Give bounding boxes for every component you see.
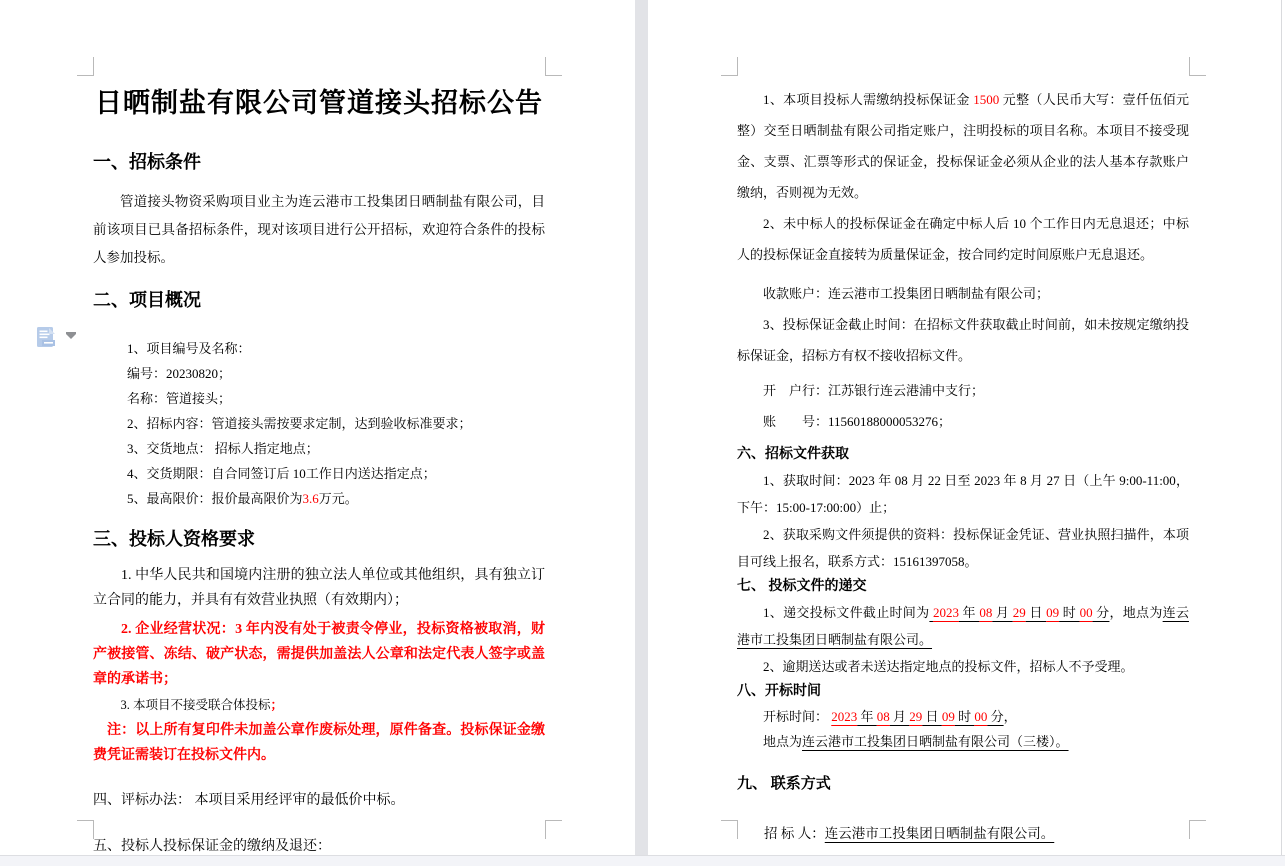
window-edge-line — [1281, 0, 1282, 855]
obtain-materials-paragraph: 2、获取采购文件须提供的资料：投标保证金凭证、营业执照扫描件，本项目可线上报名，联系方式：15161397058。 — [737, 527, 1189, 569]
list-item-price — [127, 486, 545, 511]
margin-mark-top-left — [77, 57, 94, 76]
note-paragraph: 注：以上所有复印件未加盖公章作废标处理，原件备查。投标保证金缴费凭证需装订在投标文件内。 — [93, 723, 545, 763]
paste-options-dropdown-arrow[interactable] — [66, 334, 76, 339]
open-minute: 00 — [974, 709, 988, 724]
section-1-paragraph: 管道接头物资采购项目业主为连云港市工投集团日晒制盐有限公司，目前该项目已具备招标条件，现对该项目进行公开招标，欢迎符合条件的投标人参加投标。 — [93, 194, 545, 265]
month-unit: 月 — [889, 709, 910, 724]
deposit-amount: 1500 — [973, 92, 1000, 107]
margin-mark-bottom-right — [1189, 820, 1206, 839]
minute-unit: 分 — [1092, 605, 1110, 620]
section-4-line: 四、评标办法： 本项目采用经评审的最低价中标。 — [93, 793, 405, 808]
paste-options-icon[interactable] — [36, 326, 58, 350]
price-value: 3.6 — [302, 491, 319, 506]
margin-mark-bottom-right — [545, 820, 562, 839]
deadline-minute: 00 — [1079, 605, 1093, 620]
section-9-heading: 九、 联系方式 — [737, 776, 831, 792]
submission-deadline-paragraph — [737, 599, 1189, 653]
qualification-2: 2. 企业经营状况：3 年内没有处于被责令停业，投标资格被取消，财产被接管、冻结、破产状态，需提供加盖法人公章和法定代表人签字或盖章的承诺书； — [93, 622, 545, 687]
submission-prefix: 1、递交投标文件截止时间为 — [763, 605, 930, 620]
deposit-text-cont: 元整（人民币大写：壹仟伍佰元整）交至日晒制盐有限公司指定账户，注明投标的项目名称。本项目不接受现金、支票、汇票等形式的保证金，投标保证金必须从企业的法人基本存款账户缴纳，否则视为无效。 — [737, 92, 1189, 200]
account-number-line: 账 号：11560188000053276； — [763, 414, 952, 429]
late-delivery-paragraph: 2、逾期送达或者未送达指定地点的投标文件，招标人不予受理。 — [763, 659, 1134, 674]
deadline-day: 29 — [1012, 605, 1026, 620]
margin-mark-top-right — [1189, 57, 1206, 76]
minute-unit: 分 — [987, 709, 1004, 724]
open-month: 08 — [876, 709, 890, 724]
margin-mark-top-left — [721, 57, 738, 76]
section-6-heading: 六、招标文件获取 — [737, 447, 849, 462]
deadline-hour: 09 — [1046, 605, 1060, 620]
month-unit: 月 — [992, 605, 1013, 620]
open-hour: 09 — [941, 709, 955, 724]
bank-line: 开 户行：江苏银行连云港浦中支行； — [763, 383, 985, 398]
opening-location-line — [737, 729, 1189, 754]
page-1-content — [93, 0, 545, 858]
opening-time-line — [737, 704, 1189, 729]
section-8-heading: 八、开标时间 — [737, 684, 821, 699]
opening-time-label: 开标时间： — [763, 709, 832, 724]
section-1-heading: 一、招标条件 — [93, 152, 201, 172]
obtain-time-paragraph: 1、获取时间：2023 年 08 月 22 日至 2023 年 8 月 27 日（上午 9:00-11:00，下午：15:00-17:00:00）止； — [737, 473, 1189, 515]
qualification-3-tail: ； — [270, 698, 284, 712]
deadline-month: 08 — [979, 605, 993, 620]
deposit-paragraph-1 — [737, 84, 1189, 208]
margin-mark-bottom-left — [721, 820, 738, 839]
deposit-text: 1、本项目投标人需缴纳投标保证金 — [763, 92, 974, 107]
location-prefix: 地点为 — [763, 734, 803, 749]
payee-account-line: 收款账户：连云港市工投集团日晒制盐有限公司； — [763, 286, 1050, 301]
year-unit: 年 — [958, 605, 980, 620]
margin-mark-top-right — [545, 57, 562, 76]
page-gutter — [635, 0, 648, 855]
deposit-deadline-paragraph: 3、投标保证金截止时间：在招标文件获取截止时间前，如未按规定缴纳投标保证金，招标方有权不接收招标文件。 — [737, 317, 1189, 363]
hour-unit: 时 — [954, 709, 975, 724]
qualification-1: 1. 中华人民共和国境内注册的独立法人单位或其他组织，具有独立订立合同的能力，并具有有效营业执照（有效期内）； — [93, 568, 545, 608]
hour-unit: 时 — [1059, 605, 1080, 620]
price-unit: 万元。 — [318, 491, 358, 506]
open-day: 29 — [909, 709, 923, 724]
list-item: 2、招标内容：管道接头需按要求定制，达到验收标准要求； — [127, 416, 472, 431]
tenderer-line — [737, 818, 1189, 849]
submission-place: 连云港市工投集团日晒制盐有限公司。 — [737, 605, 1189, 647]
list-item: 编号：20230820； — [127, 366, 232, 381]
page-2[interactable] — [648, 0, 1280, 855]
deposit-paragraph-2: 2、未中标人的投标保证金在确定中标人后 10 个工作日内无息退还；中标人的投标保证金直接转为质量保证金，按合同约定时间原账户无息退还。 — [737, 216, 1189, 262]
page-2-content — [737, 0, 1189, 849]
list-item: 4、交货期限：自合同签订后 10工作日内送达指定点； — [127, 466, 436, 481]
document-title: 日晒制盐有限公司管道接头招标公告 — [95, 88, 543, 118]
tenderer-name: 连云港市工投集团日晒制盐有限公司。 — [824, 826, 1055, 841]
year-unit: 年 — [857, 709, 877, 724]
list-item: 1、项目编号及名称： — [127, 341, 251, 356]
paste-options-widget[interactable] — [36, 326, 78, 350]
opening-time-tail: ， — [1003, 709, 1017, 724]
day-unit: 日 — [922, 709, 942, 724]
list-item: 名称：管道接头； — [127, 391, 232, 406]
section-3-heading: 三、投标人资格要求 — [93, 529, 255, 549]
opening-location: 连云港市工投集团日晒制盐有限公司（三楼）。 — [802, 734, 1069, 749]
price-text: 5、最高限价：报价最高限价为 — [127, 491, 303, 506]
deadline-year: 2023 — [932, 605, 959, 620]
list-item: 3、交货地点： 招标人指定地点； — [127, 441, 319, 456]
section-2-heading: 二、项目概况 — [93, 290, 201, 310]
horizontal-scrollbar-track[interactable] — [0, 855, 1285, 866]
section-5-line: 五、投标人投标保证金的缴纳及退还： — [93, 839, 331, 854]
qualification-3-text: 3. 本项目不接受联合体投标 — [120, 698, 271, 712]
section-7-heading: 七、 投标文件的递交 — [737, 579, 867, 594]
page-1[interactable] — [0, 0, 635, 855]
submission-mid: ，地点为 — [1109, 605, 1163, 620]
project-overview-list — [93, 336, 545, 511]
day-unit: 日 — [1025, 605, 1047, 620]
tenderer-label: 招 标 人： — [764, 826, 825, 841]
open-year: 2023 — [831, 709, 858, 724]
qualification-3 — [93, 694, 545, 716]
margin-mark-bottom-left — [77, 820, 94, 839]
